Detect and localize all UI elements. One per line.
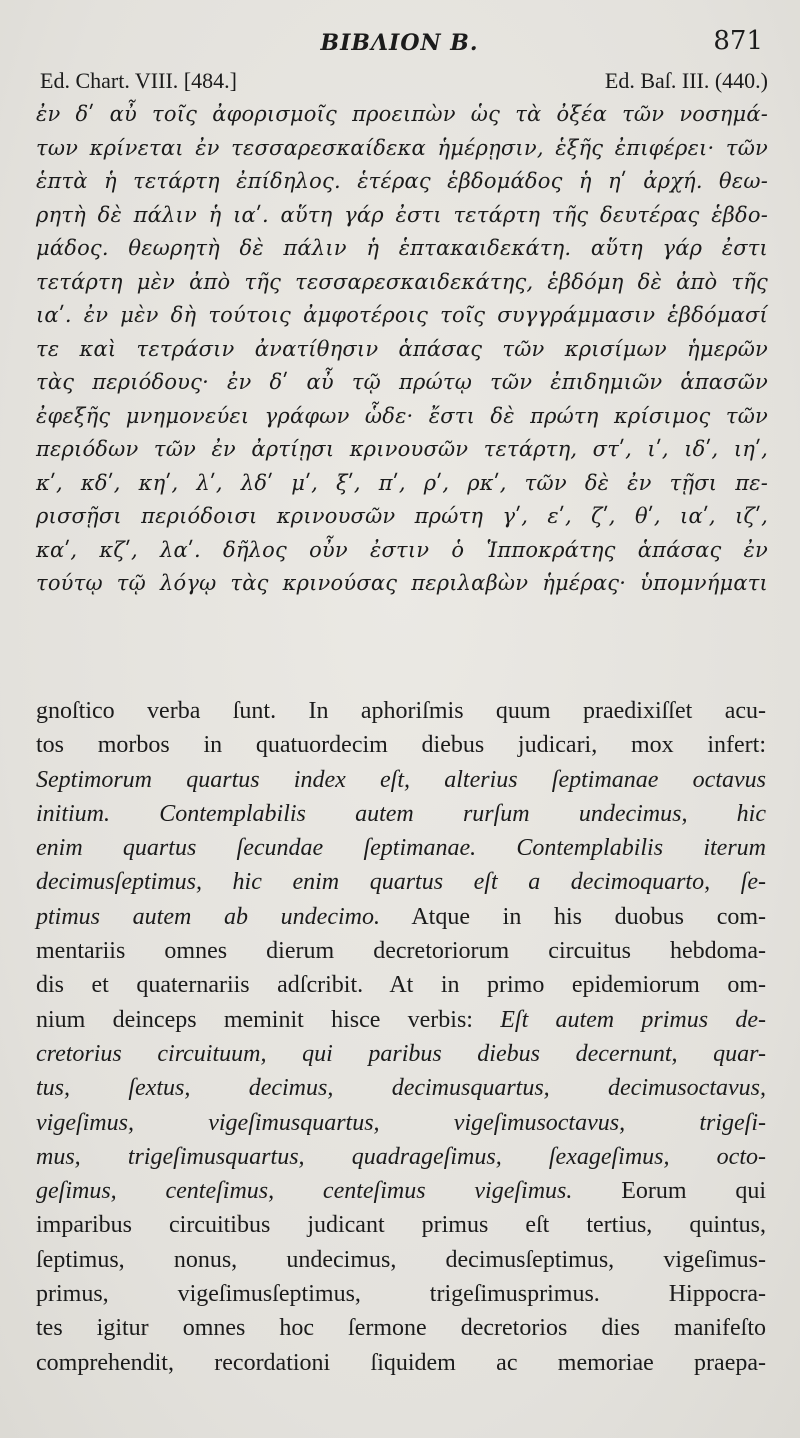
running-head	[36, 22, 763, 62]
edition-reference-chartier: Ed. Chart. VIII. [484.]	[40, 68, 237, 93]
latin-roman-segment: dis et quaternariis adſcribit. At in primo epidemiorum om-	[36, 972, 766, 999]
latin-roman-segment: gnoſtico verba ſunt. In aphoriſmis quum praedixiſſet acu-	[36, 698, 766, 724]
latin-text-line	[36, 865, 766, 899]
latin-text-line	[36, 1208, 766, 1242]
latin-text-line	[36, 900, 766, 934]
edition-reference-line	[36, 68, 768, 98]
latin-italic-segment: enim quartus ſecundae ſeptimanae. Contemplabilis iterum	[36, 835, 766, 862]
greek-text-line: τε καὶ τετράσιν ἀνατίθησιν ἁπάσας τῶν κρισίμων ἡμερῶν	[36, 336, 768, 361]
greek-text-line: ἐφεξῆς μνημονεύει γράφων ὧδε· ἔστι δὲ πρώτη κρίσιμος τῶν	[36, 403, 768, 428]
latin-italic-segment: vigeſimus, vigeſimusquartus, vigeſimusoctavus, trigeſi-	[36, 1109, 766, 1136]
latin-text-line	[36, 1277, 766, 1311]
greek-text-line: ρισσῇσι περιόδοισι κρινουσῶν πρώτη γʹ, εʹ, ζʹ, θʹ, ιαʹ, ιζʹ,	[36, 504, 768, 528]
latin-italic-segment: geſimus, centeſimus, centeſimus vigeſimus.	[36, 1178, 573, 1205]
latin-roman-segment: ſeptimus, nonus, undecimus, decimusſeptimus, vigeſimus-	[36, 1246, 766, 1273]
latin-text-line	[36, 1071, 766, 1105]
latin-text-line	[36, 1346, 766, 1380]
greek-text-line: ιαʹ. ἐν μὲν δὴ τούτοις ἀμφοτέροις τοῖς συγγράμμασιν ἑβδόμασί	[36, 303, 768, 327]
edition-reference-basel: Ed. Baſ. III. (440.)	[604, 68, 768, 93]
greek-text-line: ἐν δʹ αὖ τοῖς ἀφορισμοῖς προειπὼν ὡς τὰ ὀξέα τῶν νοσημά-	[36, 102, 768, 126]
greek-text-line: τὰς περιόδους· ἐν δʹ αὖ τῷ πρώτῳ τῶν ἐπιδημιῶν ἁπασῶν	[36, 370, 768, 394]
latin-italic-segment: Eſt autem primus de-	[500, 1006, 766, 1033]
greek-text-block	[36, 98, 768, 601]
latin-italic-segment: cretorius circuituum, qui paribus diebus decernunt, quar-	[36, 1040, 766, 1067]
latin-roman-segment: mentariis omnes dierum decretoriorum circuitus hebdoma-	[36, 938, 766, 965]
latin-text-line	[36, 934, 766, 968]
latin-roman-segment: Eorum qui	[572, 1178, 767, 1205]
latin-text-line	[36, 1243, 766, 1277]
latin-text-line	[36, 1106, 766, 1140]
latin-roman-segment: imparibus circuitibus judicant primus eſt tertius, quintus,	[36, 1212, 766, 1239]
latin-roman-segment: tes igitur omnes hoc ſermone decretorios dies manifeſto	[36, 1315, 766, 1342]
latin-roman-segment: tos morbos in quatuordecim diebus judicari, mox infert:	[36, 732, 766, 759]
latin-text-line	[36, 1037, 766, 1071]
page-number: 871	[713, 26, 763, 56]
latin-text-line	[36, 1003, 766, 1037]
greek-text-line: των κρίνεται ἐν τεσσαρεσκαίδεκα ἡμέρῃσιν, ἑξῆς ἐπιφέρει· τῶν	[36, 135, 768, 160]
latin-italic-segment: mus, trigeſimusquartus, quadrageſimus, ſexageſimus, octo-	[36, 1143, 766, 1170]
latin-text-block	[36, 694, 766, 1380]
latin-italic-segment: decimusſeptimus, hic enim quartus eſt a decimoquarto, ſe-	[36, 869, 766, 896]
latin-roman-segment: comprehendit, recordationi ſiquidem ac memoriae praepa-	[36, 1349, 766, 1376]
latin-text-line	[36, 763, 766, 797]
greek-text-line: τούτῳ τῷ λόγῳ τὰς κρινούσας περιλαβὼν ἡμέρας· ὑπομνήματι	[36, 571, 768, 595]
latin-italic-segment: ptimus autem ab undecimo.	[36, 903, 380, 930]
latin-text-line	[36, 1311, 766, 1345]
running-title: BIBΛΙΟΝ B.	[320, 30, 479, 56]
latin-italic-segment: initium. Contemplabilis autem rurſum undecimus, hic	[36, 800, 766, 827]
latin-text-line	[36, 1140, 766, 1174]
latin-roman-segment: primus, vigeſimusſeptimus, trigeſimusprimus. Hippocra-	[36, 1281, 766, 1308]
greek-text-line: τετάρτη μὲν ἀπὸ τῆς τεσσαρεσκαιδεκάτης, ἑβδόμη δὲ ἀπὸ τῆς	[36, 269, 768, 294]
greek-text-line: ἑπτὰ ἡ τετάρτη ἐπίδηλος. ἑτέρας ἑβδομάδος ἡ ηʹ ἀρχή. θεω-	[36, 169, 768, 193]
latin-roman-segment: Atque in his duobus com-	[379, 903, 766, 930]
latin-text-line	[36, 1174, 766, 1208]
greek-text-line: περιόδων τῶν ἐν ἀρτίῃσι κρινουσῶν τετάρτη, στʹ, ιʹ, ιδʹ, ιηʹ,	[36, 437, 768, 461]
greek-text-line: καʹ, κζʹ, λαʹ. δῆλος οὖν ἐστιν ὁ Ἱπποκράτης ἁπάσας ἐν	[36, 537, 768, 562]
latin-italic-segment: Septimorum quartus index eſt, alterius ſeptimanae octavus	[36, 766, 766, 793]
latin-text-line	[36, 968, 766, 1002]
latin-text-line	[36, 728, 766, 762]
latin-text-line	[36, 831, 766, 865]
latin-roman-segment: nium deinceps meminit hisce verbis:	[36, 1006, 501, 1033]
greek-text-line: μάδος. θεωρητὴ δὲ πάλιν ἡ ἑπτακαιδεκάτη. αὕτη γάρ ἐστι	[36, 236, 768, 260]
greek-text-line: κʹ, κδʹ, κηʹ, λʹ, λδʹ μʹ, ξʹ, πʹ, ρʹ, ρκʹ, τῶν δὲ ἐν τῇσι πε-	[36, 470, 768, 495]
latin-italic-segment: tus, ſextus, decimus, decimusquartus, decimusoctavus,	[36, 1075, 766, 1102]
latin-text-line	[36, 694, 766, 728]
greek-text-line: ρητὴ δὲ πάλιν ἡ ιαʹ. αὕτη γάρ ἐστι τετάρτη τῆς δευτέρας ἑβδο-	[36, 202, 768, 227]
latin-text-line	[36, 797, 766, 831]
